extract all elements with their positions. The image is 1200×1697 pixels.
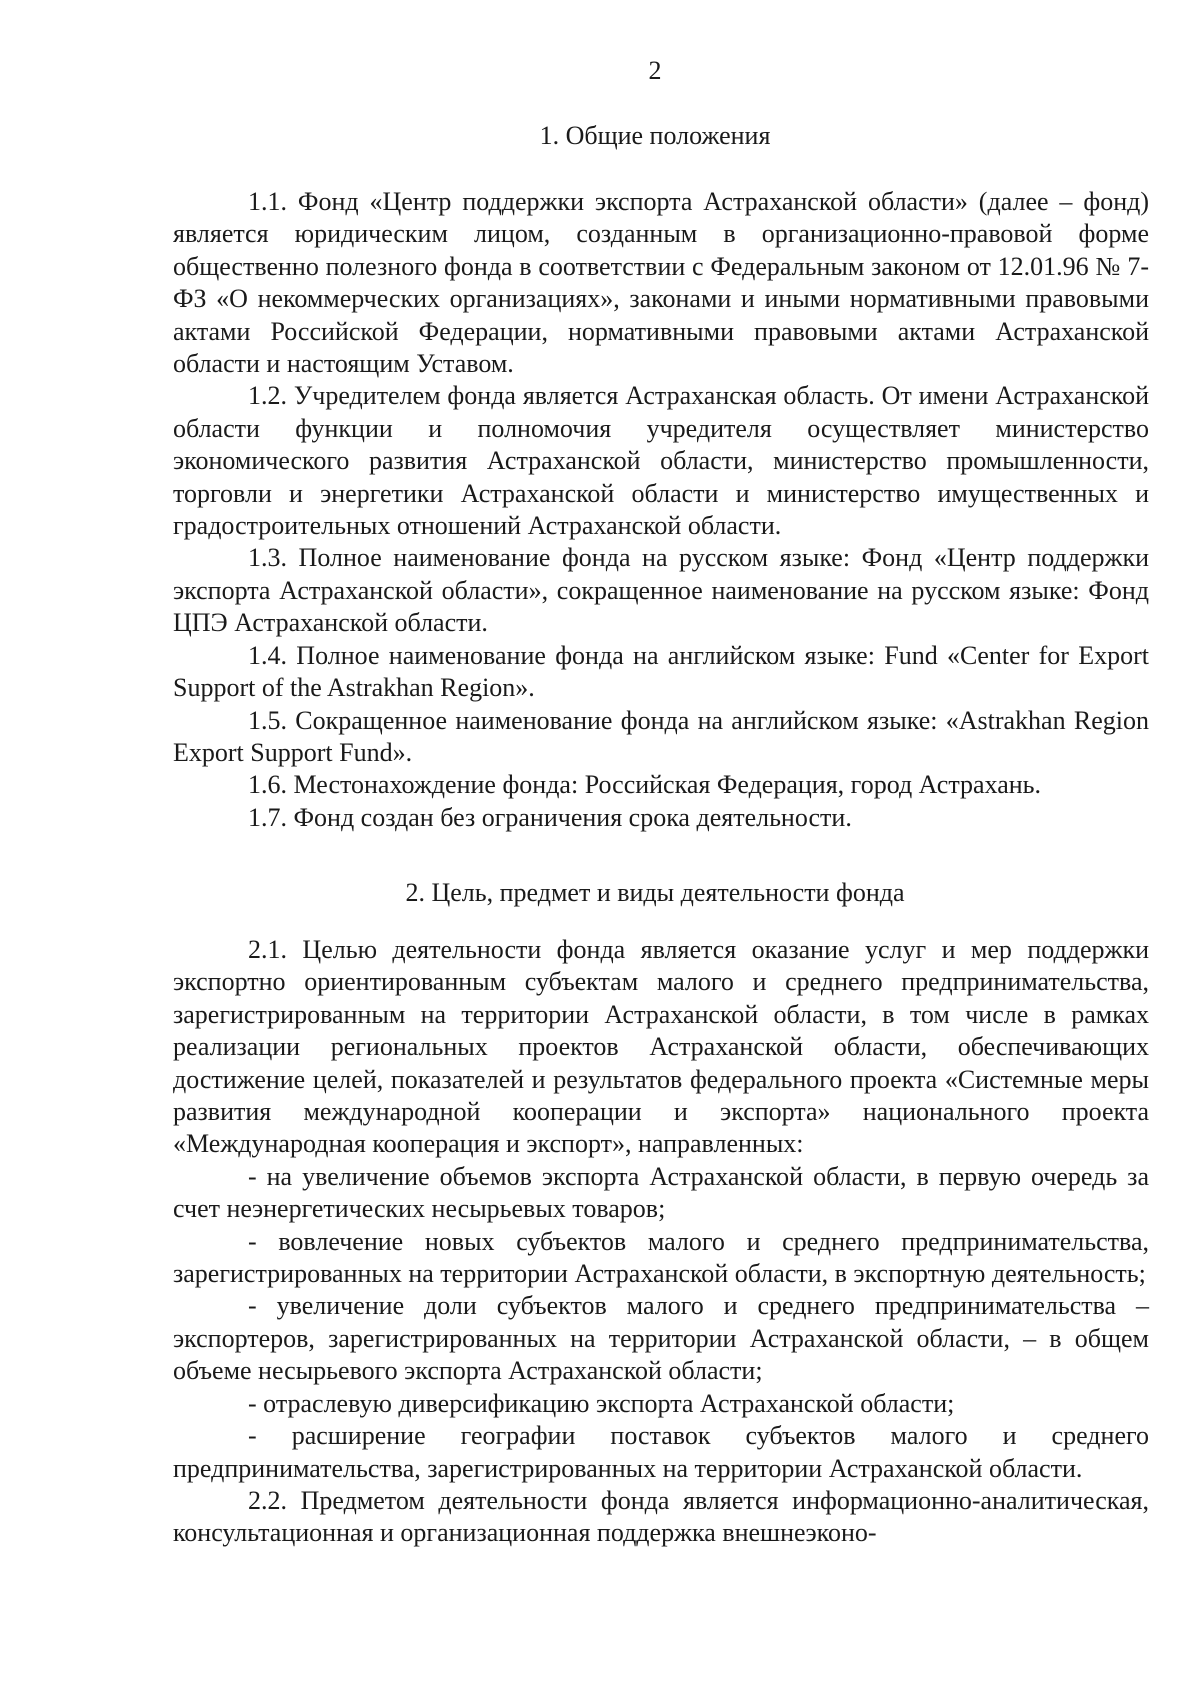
paragraph-1-4: 1.4. Полное наименование фонда на английском языке: Fund «Center for Export Support of the Astrakhan Region». (173, 640, 1149, 703)
section-heading-general-provisions: 1. Общие положения (539, 121, 771, 150)
paragraph-2-1: 2.1. Целью деятельности фонда является оказание услуг и мер поддержки экспортно ориентированным субъектам малого и среднего предпринимательства, зарегистрированным на территории Астраханской области, в том числе в рамках реализации региональных проектов Астраханской области, обеспечивающих достижение целей, показателей и результатов федерального проекта «Системные меры развития международной кооперации и экспорта» национального проекта «Международная кооперация и экспорт», направленных: (173, 935, 1149, 1159)
list-item-geography: - расширение географии поставок субъектов малого и среднего предпринимательства, зарегистрированных на территории Астраханской области. (173, 1421, 1149, 1483)
paragraph-2-2: 2.2. Предметом деятельности фонда является информационно-аналитическая, консультационная и организационная поддержка внешнеэконо- (173, 1485, 1149, 1548)
list-item-new-subjects: - вовлечение новых субъектов малого и среднего предпринимательства, зарегистрированных на территории Астраханской области, в экспортную деятельность; (173, 1226, 1149, 1289)
section-heading-goals-activities: 2. Цель, предмет и виды деятельности фонда (405, 878, 905, 907)
list-item-diversification: - отраслевую диверсификацию экспорта Астраханской области; (248, 1388, 955, 1418)
section-general-provisions (173, 186, 1149, 834)
paragraph-1-6: 1.6. Местонахождение фонда: Российская Федерация, город Астрахань. (248, 770, 1042, 800)
paragraph-1-5: 1.5. Сокращенное наименование фонда на английском языке: «Astrakhan Region Export Support Fund». (173, 705, 1149, 767)
list-item-exporters-share: - увеличение доли субъектов малого и среднего предпринимательства – экспортеров, зарегистрированных на территории Астраханской области, – в общем объеме несырьевого экспорта Астраханской области; (173, 1291, 1149, 1386)
paragraph-1-2: 1.2. Учредителем фонда является Астраханская область. От имени Астраханской области функции и полномочия учредителя осуществляет министерство экономического развития Астраханской области, министерство промышленности, торговли и энергетики Астраханской области и министерство имущественных и градостроительных отношений Астраханской области. (173, 381, 1149, 541)
list-item-export-volume: - на увеличение объемов экспорта Астраханской области, в первую очередь за счет неэнергетических несырьевых товаров; (173, 1161, 1149, 1224)
paragraph-1-1: 1.1. Фонд «Центр поддержки экспорта Астраханской области» (далее – фонд) является юридическим лицом, созданным в организационно-правовой форме общественно полезного фонда в соответствии с Федеральным законом от 12.01.96 № 7-ФЗ «О некоммерческих организациях», законами и иными нормативными правовыми актами Российской Федерации, нормативными правовыми актами Астраханской области и настоящим Уставом. (173, 187, 1149, 379)
page-number: 2 (648, 56, 662, 85)
paragraph-1-7: 1.7. Фонд создан без ограничения срока деятельности. (248, 802, 852, 832)
section-goals-activities (173, 934, 1149, 1550)
paragraph-1-3: 1.3. Полное наименование фонда на русском языке: Фонд «Центр поддержки экспорта Астраханской области», сокращенное наименование на русском языке: Фонд ЦПЭ Астраханской области. (173, 543, 1149, 638)
